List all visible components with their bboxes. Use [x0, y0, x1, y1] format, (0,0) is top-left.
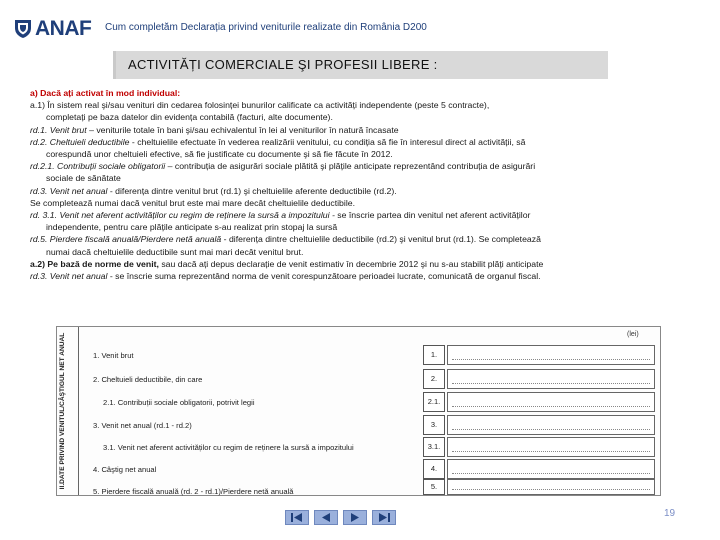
form-side-box [57, 327, 79, 495]
rd3-paragraph: rd.3. Venit net anual - diferența dintre venitul brut (rd.1) şi cheltuielile aferente deductibile (rd.2). [30, 185, 397, 196]
form-value-cell [447, 369, 655, 389]
note-paragraph: Se completează numai dacă venitul brut este mai mare decât cheltuielile deductibile. [30, 197, 355, 208]
instructions-text [30, 87, 694, 282]
a2-paragraph: a.2) Pe bază de norme de venit, sau dacă ați depus declarație de venit estimativ în decembrie 2012 şi nu s-au stabilit plăți anticipate [30, 258, 544, 269]
form-row-number: 1. [423, 345, 445, 365]
a-heading: a) Dacă ați activat în mod individual: [30, 88, 181, 98]
form-value-cell [447, 437, 655, 457]
last-slide-button[interactable] [372, 510, 396, 525]
form-value-cell [447, 459, 655, 479]
form-row-number: 4. [423, 459, 445, 479]
form-row-number: 2. [423, 369, 445, 389]
rd21-continuation: sociale de sănătate [46, 173, 121, 184]
rd31-paragraph: rd. 3.1. Venit net aferent activităților cu regim de reținere la sursă a impozitului - se înscrie partea din venitul net aferent activităților [30, 210, 531, 221]
a1-continuation: completați pe baza datelor din evidența contabilă (facturi, alte documente). [46, 112, 333, 123]
form-row-number: 3. [423, 415, 445, 435]
form-value-cell [447, 415, 655, 435]
rd5-paragraph: rd.5. Pierdere fiscală anuală/Pierdere netă anuală - diferența dintre cheltuielile deductibile (rd.2) şi venitul brut (rd.1). Se completează [30, 234, 541, 245]
rd3b-paragraph: rd.3. Venit net anual - se înscrie suma reprezentând norma de venit corespunzătoare perioadei lucrate, comunicată de organul fiscal. [30, 271, 541, 282]
form-row-label: 2.1. Contribuții sociale obligatorii, potrivit legii [103, 398, 255, 407]
form-row-number: 3.1. [423, 437, 445, 457]
form-excerpt [56, 326, 661, 496]
section-title: ACTIVITĂȚI COMERCIALE ŞI PROFESII LIBERE : [128, 57, 438, 72]
anaf-logo [14, 17, 91, 41]
form-value-cell [447, 479, 655, 495]
header [0, 0, 720, 52]
a1-paragraph: a.1) În sistem real şi/sau venituri din cedarea folosinței bunurilor calificate ca activități independente (peste 5 contracte), [30, 100, 490, 111]
section-title-bar [113, 51, 608, 79]
rd5-continuation: numai dacă cheltuielile deductibile sunt mai mari decât venitul brut. [46, 246, 304, 257]
logo-text: ANAF [35, 17, 92, 40]
rd2-paragraph: rd.2. Cheltuieli deductibile - cheltuielile efectuate în vederea realizării venitului, cu condiția să fie în interesul direct al activității, să [30, 136, 526, 147]
next-slide-button[interactable] [343, 510, 367, 525]
form-row-label: 1. Venit brut [93, 351, 134, 360]
form-row-number: 5. [423, 479, 445, 495]
anaf-emblem-icon [14, 19, 32, 39]
rd2-continuation: corespundă unor cheltuieli efective, să fie justificate cu documente şi să fie făcute în 2012. [46, 149, 393, 160]
form-unit: (lei) [627, 331, 639, 338]
previous-slide-button[interactable] [314, 510, 338, 525]
first-slide-button[interactable] [285, 510, 309, 525]
form-row-label: 4. Câştig net anual [93, 465, 157, 474]
rd31-continuation: independente, pentru care plățile anticipate s-au realizat prin stopaj la sursă [46, 222, 338, 233]
slide-navigation [285, 510, 435, 526]
header-title: Cum completăm Declarația privind veniturile realizate din România D200 [105, 22, 427, 33]
rd1-paragraph: rd.1. Venit brut – veniturile totale în bani şi/sau echivalentul în lei al veniturilor în natură încasate [30, 124, 399, 135]
form-row-label: 2. Cheltuieli deductibile, din care [93, 375, 203, 384]
arrow-right-icon [348, 513, 362, 522]
form-row-number: 2.1. [423, 392, 445, 412]
skip-forward-icon [377, 513, 391, 522]
rd21-paragraph: rd.2.1. Contribuții sociale obligatorii – contribuția de asigurări sociale plătită şi plățile anticipate reprezentând contribuția de asigurări [30, 161, 536, 172]
page-number: 19 [664, 508, 676, 519]
form-value-cell [447, 392, 655, 412]
form-value-cell [447, 345, 655, 365]
form-row-label: 3. Venit net anual (rd.1 - rd.2) [93, 421, 192, 430]
arrow-left-icon [319, 513, 333, 522]
form-row-label: 5. Pierdere fiscală anuală (rd. 2 - rd.1)/Pierdere netă anuală [93, 487, 294, 496]
skip-back-icon [290, 513, 304, 522]
form-side-label: II.DATE PRIVIND VENITUL/CÂŞTIGUL NET ANUAL [59, 332, 66, 490]
form-row-label: 3.1. Venit net aferent activităților cu regim de reținere la sursă a impozitului [103, 443, 354, 452]
